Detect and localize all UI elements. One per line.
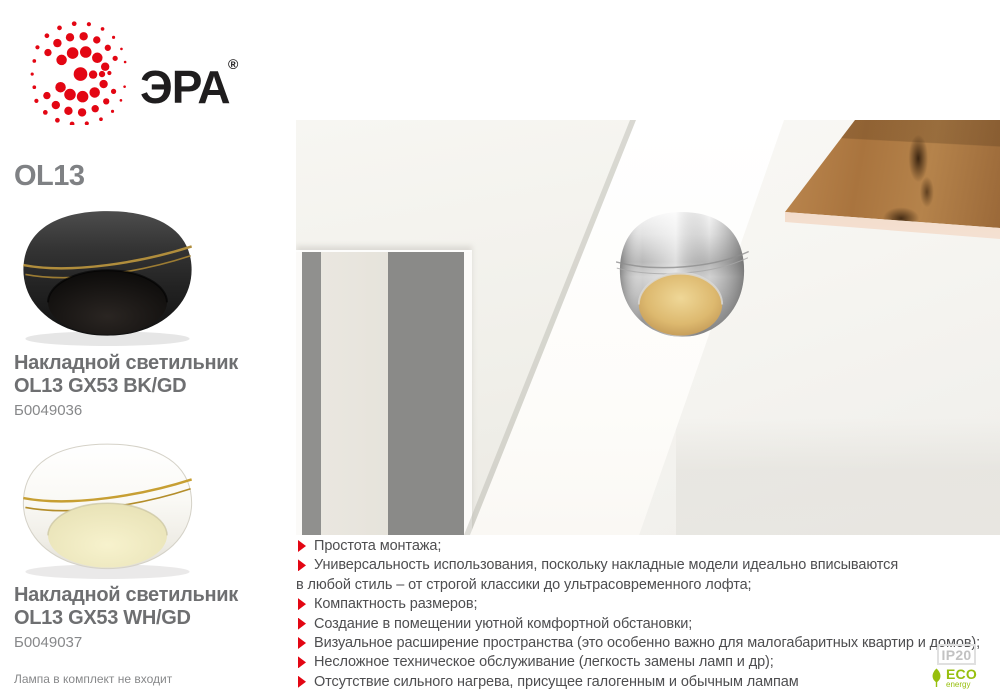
product-title-line2: OL13 GX53 WH/GD	[14, 607, 191, 629]
bullet-arrow-icon	[298, 618, 306, 630]
brand-wordmark: ЭРА	[140, 61, 230, 113]
bullet-arrow-icon	[298, 637, 306, 649]
bullet-arrow-icon	[298, 559, 306, 571]
product-image-bk-gd	[10, 207, 205, 347]
feature-text: Несложное техническое обслуживание (легкость замены ламп и др);	[314, 654, 774, 671]
feature-text: Универсальность использования, поскольку накладные модели идеально вписываются	[314, 557, 899, 574]
page-title: OL13	[14, 160, 85, 192]
product-info-wh-gd	[14, 584, 284, 651]
eco-energy-text	[946, 667, 977, 689]
product-title-line2: OL13 GX53 BK/GD	[14, 375, 187, 397]
era-logo-icon	[28, 20, 133, 125]
product-article-code: Б0049036	[14, 402, 83, 419]
bullet-arrow-icon	[298, 540, 306, 552]
photo-wall-panel	[676, 418, 1000, 535]
feature-item-continuation	[296, 576, 986, 595]
photo-striped-wall	[296, 250, 472, 535]
feature-text: в любой стиль – от строгой классики до ультрасовременного лофта;	[296, 576, 752, 593]
feature-item	[296, 634, 986, 653]
energy-label: energy	[946, 680, 971, 689]
feature-text: Создание в помещении уютной комфортной обстановки;	[314, 615, 693, 632]
feature-text: Компактность размеров;	[314, 596, 478, 613]
bullet-arrow-icon	[298, 598, 306, 610]
era-logo	[28, 20, 258, 125]
feature-item	[296, 653, 986, 672]
eco-energy-badge	[930, 665, 994, 691]
bullet-arrow-icon	[298, 676, 306, 688]
room-photo	[296, 120, 1000, 535]
product-article-code: Б0049037	[14, 634, 83, 651]
product-title-line1: Накладной светильник	[14, 584, 238, 606]
feature-text: Отсутствие сильного нагрева, присущее галогенным и обычным лампам	[314, 673, 799, 690]
registered-trademark-icon: ®	[228, 56, 239, 72]
product-info-bk-gd	[14, 352, 284, 419]
product-title	[14, 584, 284, 630]
feature-text: Простота монтажа;	[314, 538, 442, 554]
product-image-wh-gd	[10, 440, 205, 580]
feature-item	[296, 615, 986, 634]
lamp-not-included-note: Лампа в комплект не входит	[14, 672, 173, 686]
leaf-icon	[930, 668, 943, 688]
feature-item	[296, 673, 986, 692]
bullet-arrow-icon	[298, 656, 306, 668]
feature-item	[296, 595, 986, 614]
product-title-line1: Накладной светильник	[14, 352, 238, 374]
feature-item	[296, 537, 986, 556]
feature-item	[296, 556, 986, 575]
eco-label: ECO	[946, 666, 977, 682]
ip-rating-badge: IP20	[937, 644, 976, 665]
ceiling-light-photo	[610, 208, 754, 348]
feature-text: Визуальное расширение пространства (это особенно важно для малогабаритных квартир и домов);	[314, 634, 981, 651]
feature-list	[296, 537, 986, 692]
product-title	[14, 352, 284, 398]
